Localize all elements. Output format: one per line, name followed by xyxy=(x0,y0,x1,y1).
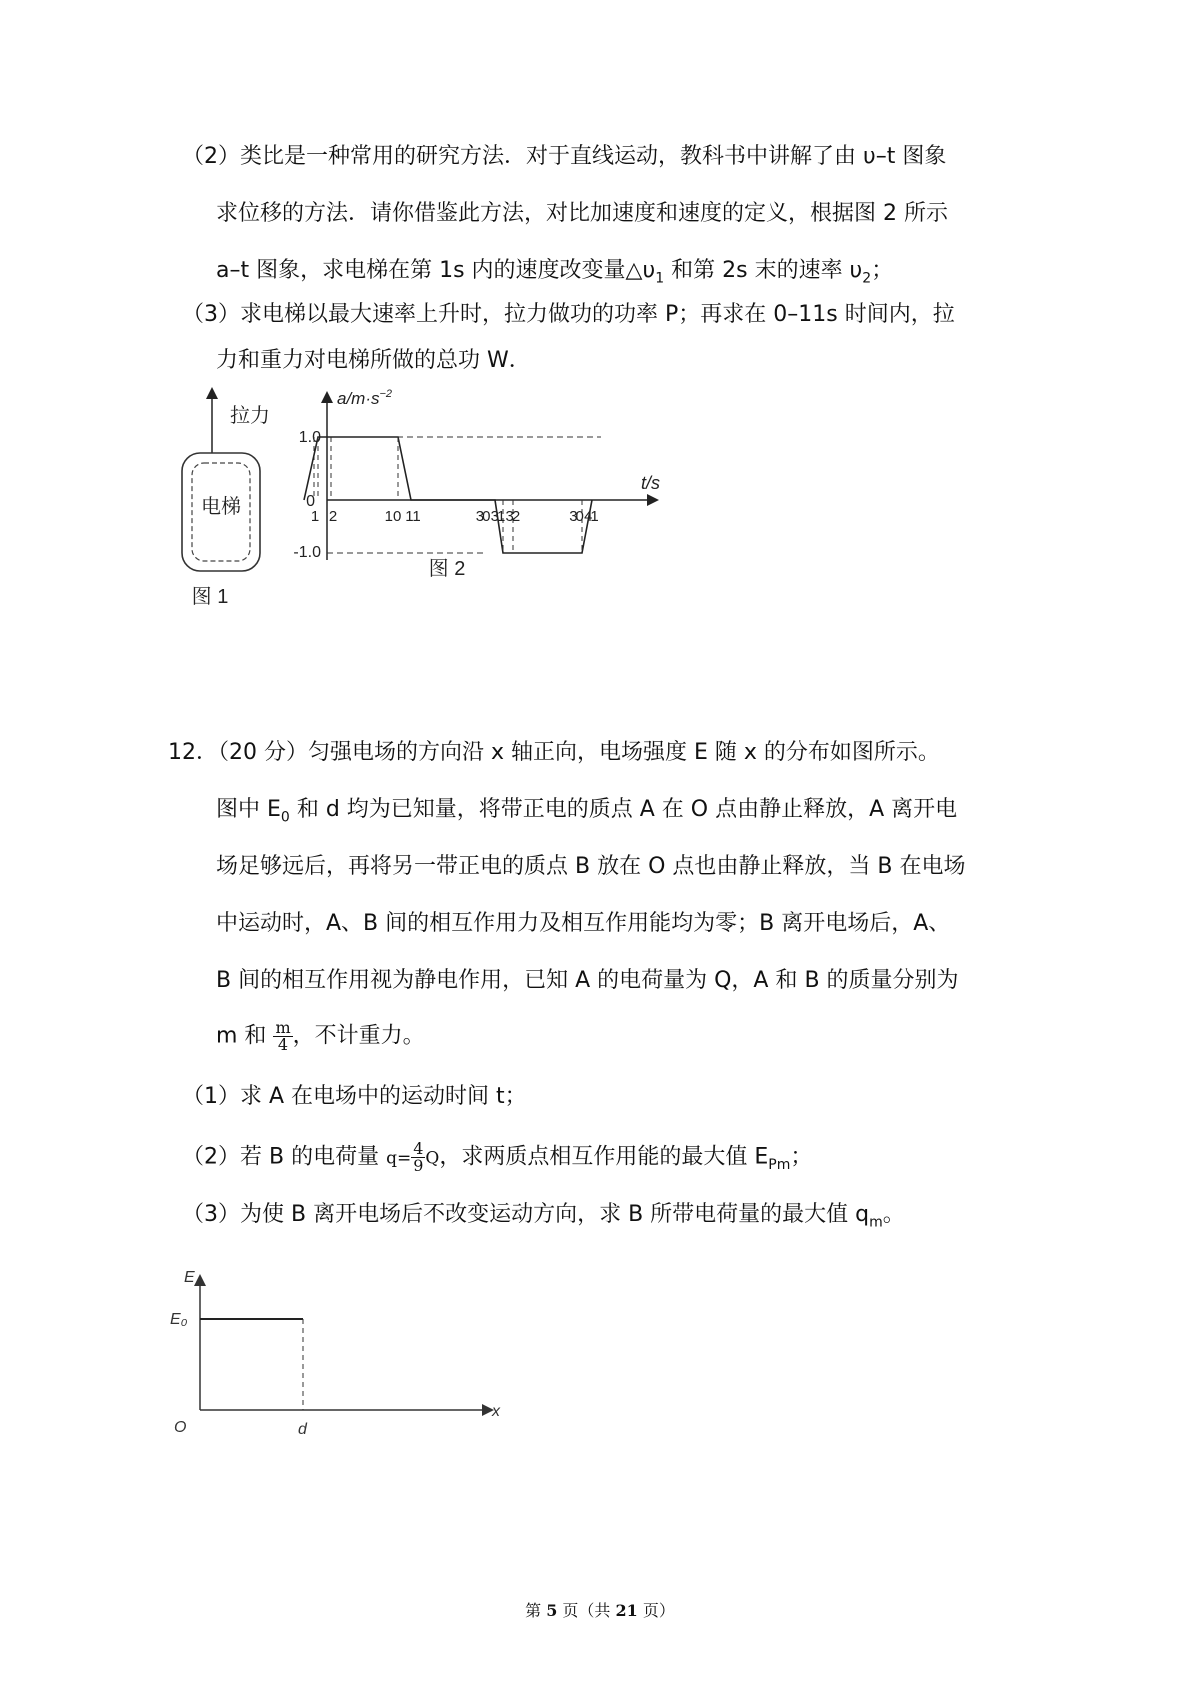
tick-t30-31-32: 30 31 32 xyxy=(475,508,519,525)
d-label: d xyxy=(298,1421,307,1438)
tick-t1: 1 xyxy=(310,508,320,525)
q12-sub1-text: （1）求 A 在电场中的运动时间 t； xyxy=(182,1084,527,1109)
y-axis-label: E xyxy=(184,1269,195,1286)
q11-part2-line3-text-c: ； xyxy=(871,258,894,283)
q11-part3-line2 xyxy=(216,346,531,376)
tick-pos-1: 1.0 xyxy=(298,429,321,446)
q12-sub2-text-a: （2）若 B 的电荷量 xyxy=(182,1144,387,1170)
q11-part3-line1 xyxy=(182,300,955,330)
formula-q: q= xyxy=(386,1148,412,1169)
q12-line2-text-a: 图中 E xyxy=(216,797,281,822)
q11-part2-line3-text-b: 和第 2s 末的速率 υ xyxy=(664,258,863,283)
q12-line1 xyxy=(168,738,940,768)
q11-part2-line1-text: （2）类比是一种常用的研究方法．对于直线运动，教科书中讲解了由 υ–t 图象 xyxy=(182,144,947,169)
q12-line3 xyxy=(216,852,965,882)
q11-part2-line2-text: 求位移的方法．请你借鉴此方法，对比加速度和速度的定义，根据图 2 所示 xyxy=(216,201,948,226)
figure-2-at-graph xyxy=(285,385,705,610)
tick-origin: 0 xyxy=(306,493,315,510)
fraction-numerator: m xyxy=(275,1018,291,1037)
q12-sub2 xyxy=(182,1141,812,1180)
x-axis-label: x xyxy=(492,1403,500,1420)
q12-line4-text: 中运动时，A、B 间的相互作用力及相互作用能均为零；B 离开电场后，A、 xyxy=(216,911,951,936)
q11-part3-line1-text: （3）求电梯以最大速率上升时，拉力做功的功率 P；再求在 0–11s 时间内，拉 xyxy=(182,302,955,327)
subscript: 0 xyxy=(280,809,290,826)
fraction-4-over-9 xyxy=(411,1141,425,1174)
footer-text-b: 页（共 xyxy=(557,1601,616,1620)
tick-t10: 10 xyxy=(384,508,402,525)
q12-line6 xyxy=(216,1020,425,1053)
subscript: 1 xyxy=(655,270,665,287)
q12-line5 xyxy=(216,966,959,996)
e0-label: E₀ xyxy=(170,1311,188,1328)
tick-t11: 11 xyxy=(405,508,421,525)
origin-label: O xyxy=(174,1419,187,1436)
subscript: Pm xyxy=(768,1156,791,1173)
q12-sub3-text-b: 。 xyxy=(882,1202,905,1227)
x-axis-label: t/s xyxy=(641,473,661,493)
q11-part2-line2 xyxy=(216,199,948,229)
q12-line6-text-b: ，不计重力。 xyxy=(292,1023,425,1049)
acceleration-curve xyxy=(304,437,592,553)
force-label: 拉力 xyxy=(230,405,270,427)
footer-text-c: 页） xyxy=(637,1601,675,1620)
q11-part3-line2-text: 力和重力对电梯所做的总功 W． xyxy=(216,348,531,373)
tick-t2: 2 xyxy=(328,508,338,525)
fraction-numerator: 4 xyxy=(413,1139,424,1158)
tick-neg-1: -1.0 xyxy=(293,544,321,561)
figure-1-elevator xyxy=(170,385,280,610)
q12-line2 xyxy=(216,795,957,832)
elevator-label: 电梯 xyxy=(201,496,241,518)
q12-line4 xyxy=(216,909,950,939)
q12-sub1 xyxy=(182,1082,527,1112)
fraction-m-over-4 xyxy=(273,1020,292,1053)
figure-1-caption: 图 1 xyxy=(191,586,229,608)
q12-line2-text-b: 和 d 均为已知量，将带正电的质点 A 在 O 点由静止释放，A 离开电 xyxy=(289,797,958,822)
subscript: 2 xyxy=(862,270,872,287)
tick-t30-41: 30 41 xyxy=(569,508,597,525)
footer-text-a: 第 xyxy=(525,1601,547,1620)
subscript: m xyxy=(869,1214,883,1231)
q12-sub2-text-b: ，求两质点相互作用能的最大值 E xyxy=(439,1144,769,1170)
q12-line6-text-a: m 和 xyxy=(216,1023,267,1049)
q12-sub2-text-c: ； xyxy=(790,1144,813,1170)
page-number: 5 xyxy=(546,1601,558,1620)
q11-part2-line1 xyxy=(182,142,946,172)
figure-3-ex-graph xyxy=(170,1260,510,1440)
page-footer xyxy=(0,1598,1200,1621)
figure-2-caption: 图 2 xyxy=(428,558,466,580)
q11-part2-line3 xyxy=(216,256,893,293)
fraction-denominator: 9 xyxy=(413,1156,424,1175)
q12-line3-text: 场足够远后，再将另一带正电的质点 B 放在 O 点也由静止释放，当 B 在电场 xyxy=(216,854,966,879)
q12-sub3 xyxy=(182,1200,905,1237)
fraction-denominator: 4 xyxy=(277,1035,289,1054)
q11-part2-line3-text-a: a–t 图象，求电梯在第 1s 内的速度改变量△υ xyxy=(216,258,656,283)
q12-line1-text: 12．（20 分）匀强电场的方向沿 x 轴正向，电场强度 E 随 x 的分布如图所示。 xyxy=(168,740,940,765)
y-axis-label: $a/m\cdot s^{-2}$ xyxy=(337,388,393,408)
formula-Q: Q xyxy=(425,1148,440,1169)
q12-line5-text: B 间的相互作用视为静电作用，已知 A 的电荷量为 Q，A 和 B 的质量分别为 xyxy=(216,968,959,993)
q12-sub3-text-a: （3）为使 B 离开电场后不改变运动方向，求 B 所带电荷量的最大值 q xyxy=(182,1202,870,1227)
total-pages: 21 xyxy=(615,1601,638,1620)
